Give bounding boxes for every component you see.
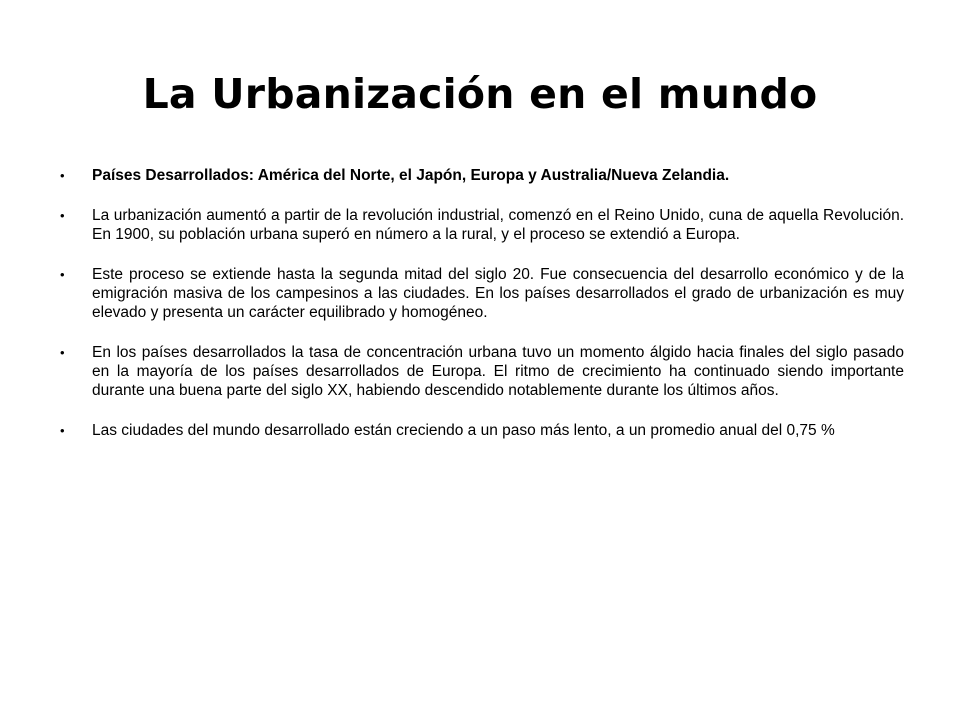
bullet-dot-icon: • (60, 168, 65, 183)
bullet-dot-icon: • (60, 423, 65, 438)
bullet-text: En los países desarrollados la tasa de concentración urbana tuvo un momento álgido hacia finales del siglo pasado en la mayoría de los países desarrollados de Europa. El ritmo de crecimiento ha continuado siendo importante durante una buena parte del siglo XX, habiendo descendido notablemente durante los últimos años. (92, 344, 904, 399)
bullet-text: La urbanización aumentó a partir de la revolución industrial, comenzó en el Reino Unido, cuna de aquella Revolución. En 1900, su población urbana superó en número a la rural, y el proceso se extendió a Europa. (92, 207, 904, 243)
bullet-item (58, 206, 904, 244)
bullet-item (58, 265, 904, 322)
bullet-dot-icon: • (60, 267, 65, 282)
bullet-text: Países Desarrollados: América del Norte, el Japón, Europa y Australia/Nueva Zelandia. (92, 167, 730, 184)
bullet-list (58, 166, 904, 461)
slide-title: La Urbanización en el mundo (142, 70, 818, 118)
bullet-item (58, 343, 904, 400)
bullet-dot-icon: • (60, 345, 65, 360)
bullet-text: Las ciudades del mundo desarrollado están creciendo a un paso más lento, a un promedio anual del 0,75 % (92, 422, 835, 439)
bullet-item (58, 166, 904, 185)
bullet-dot-icon: • (60, 208, 65, 223)
bullet-text: Este proceso se extiende hasta la segunda mitad del siglo 20. Fue consecuencia del desarrollo económico y de la emigración masiva de los campesinos a las ciudades. En los países desarrollados el grado de urbanización es muy elevado y presenta un carácter equilibrado y homogéneo. (92, 266, 904, 321)
bullet-item (58, 421, 904, 440)
